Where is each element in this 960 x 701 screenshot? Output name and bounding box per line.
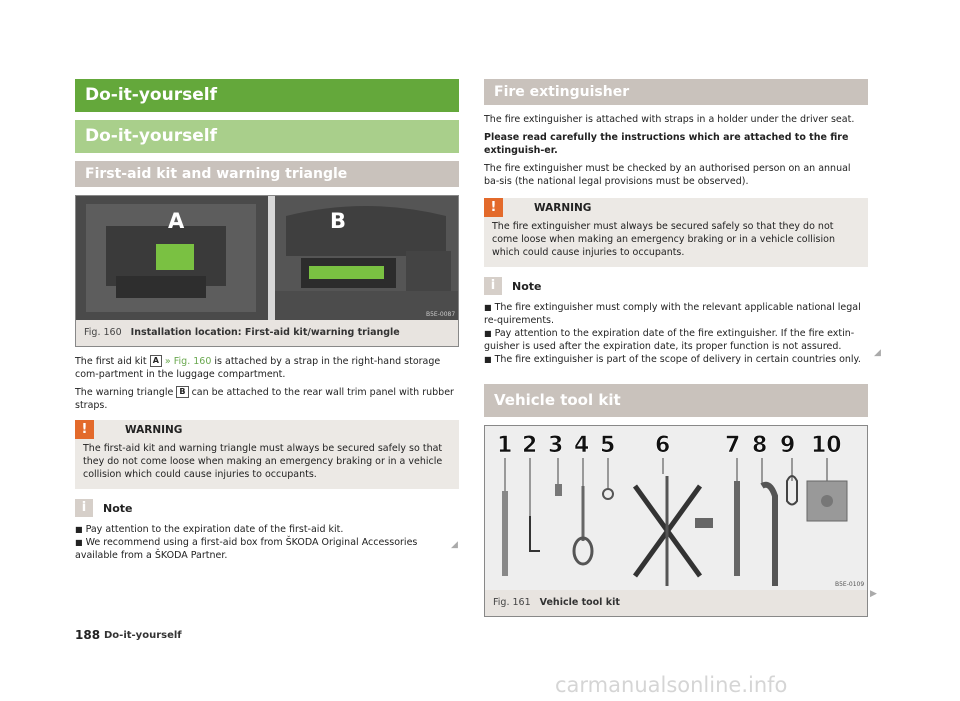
figure-label-a: A — [168, 209, 185, 233]
figure-number: Fig. 160 — [84, 327, 122, 338]
tool-number: 8 — [752, 433, 768, 458]
fire-paragraph-3: The fire extinguisher must be checked by an authorised person on an annual ba-sis (the national legal provisions must be observed). — [484, 163, 851, 187]
vehicle-tool-kit-image — [485, 426, 868, 590]
fig-160-link[interactable]: » Fig. 160 — [164, 356, 212, 367]
note-title: Note — [512, 280, 542, 293]
note-bullet: ■ The fire extinguisher is part of the scope of delivery in certain countries only. — [484, 354, 861, 365]
ref-a-badge: A — [150, 355, 162, 367]
warning-title: WARNING — [125, 424, 183, 436]
ref-b-badge: B — [176, 386, 188, 398]
note-bullet: ■ Pay attention to the expiration date of the first-aid kit. — [75, 524, 344, 535]
chapter-header: Do-it-yourself — [75, 79, 459, 112]
first-aid-paragraph: The first aid kit A » Fig. 160 is attached by a strap in the right-hand storage com-partment in the luggage compartment. — [75, 356, 441, 380]
tool-number: 4 — [574, 433, 590, 458]
warning-title: WARNING — [534, 202, 592, 214]
vehicle-tool-kit-header: Vehicle tool kit — [484, 384, 868, 417]
figure-161 — [484, 425, 868, 617]
continue-arrow-icon: ▶ — [870, 589, 877, 599]
warning-text: The first-aid kit and warning triangle must always be secured safely so that they do not come loose when making an emergency braking or in a vehicle collision which could cause injuries to occupants. — [83, 443, 443, 480]
figure-title: Vehicle tool kit — [539, 597, 620, 608]
tool-number: 10 — [811, 433, 842, 458]
figure-code: B5E-0087 — [426, 311, 456, 318]
tool-number: 5 — [600, 433, 616, 458]
figure-caption — [485, 590, 867, 616]
tool-number: 2 — [522, 433, 538, 458]
note-header — [75, 499, 459, 519]
warning-header — [75, 420, 459, 440]
note-bullet: ■ We recommend using a first-aid box from ŠKODA Original Accessories available from a ŠKODA Partner. — [75, 537, 418, 561]
figure-160 — [75, 195, 459, 347]
info-icon: i — [484, 277, 502, 295]
left-column — [75, 79, 459, 562]
warning-text: The fire extinguisher must always be secured safely so that they do not come loose when making an emergency braking or in a vehicle collision which could cause injuries to occupants. — [492, 221, 835, 258]
info-icon: i — [75, 499, 93, 517]
footer-section-title: Do-it-yourself — [104, 630, 182, 641]
warning-box — [484, 198, 868, 267]
tool-number: 3 — [548, 433, 564, 458]
warning-icon: ! — [484, 198, 503, 217]
note-header — [484, 277, 868, 297]
figure-title: Installation location: First-aid kit/warning triangle — [130, 327, 400, 338]
note-bullet: ■ The fire extinguisher must comply with the relevant applicable national legal re-quirements. — [484, 302, 861, 326]
figure-code: B5E-0109 — [835, 581, 865, 588]
luggage-compartment-image — [76, 196, 459, 320]
note-title: Note — [103, 502, 133, 515]
figure-label-b: B — [330, 209, 347, 233]
tool-number: 7 — [725, 433, 741, 458]
figure-caption — [76, 320, 458, 346]
section-header: Do-it-yourself — [75, 120, 459, 153]
note-bullet: ■ Pay attention to the expiration date of the fire extinguisher. If the fire extin-guisher is used after the expiration date, its proper function is not assured. — [484, 328, 855, 352]
page-number: 188 — [75, 628, 101, 642]
end-of-section-triangle-icon: ◢ — [451, 540, 458, 550]
fire-paragraph-2: Please read carefully the instructions which are attached to the fire extinguish-er. — [484, 132, 849, 156]
right-column — [484, 79, 868, 617]
warning-header — [484, 198, 868, 218]
subsection-header: First-aid kit and warning triangle — [75, 161, 459, 187]
warning-triangle-paragraph: The warning triangle B can be attached to the rear wall trim panel with rubber straps. — [75, 387, 454, 411]
end-of-section-triangle-icon: ◢ — [874, 348, 881, 358]
figure-number: Fig. 161 — [493, 597, 531, 608]
warning-box — [75, 420, 459, 489]
watermark: carmanualsonline.info — [555, 673, 788, 697]
warning-icon: ! — [75, 420, 94, 439]
fire-extinguisher-header: Fire extinguisher — [484, 79, 868, 105]
fire-paragraph-1: The fire extinguisher is attached with straps in a holder under the driver seat. — [484, 114, 855, 125]
tool-number: 1 — [497, 433, 513, 458]
tool-number: 6 — [655, 433, 671, 458]
tool-number: 9 — [780, 433, 796, 458]
